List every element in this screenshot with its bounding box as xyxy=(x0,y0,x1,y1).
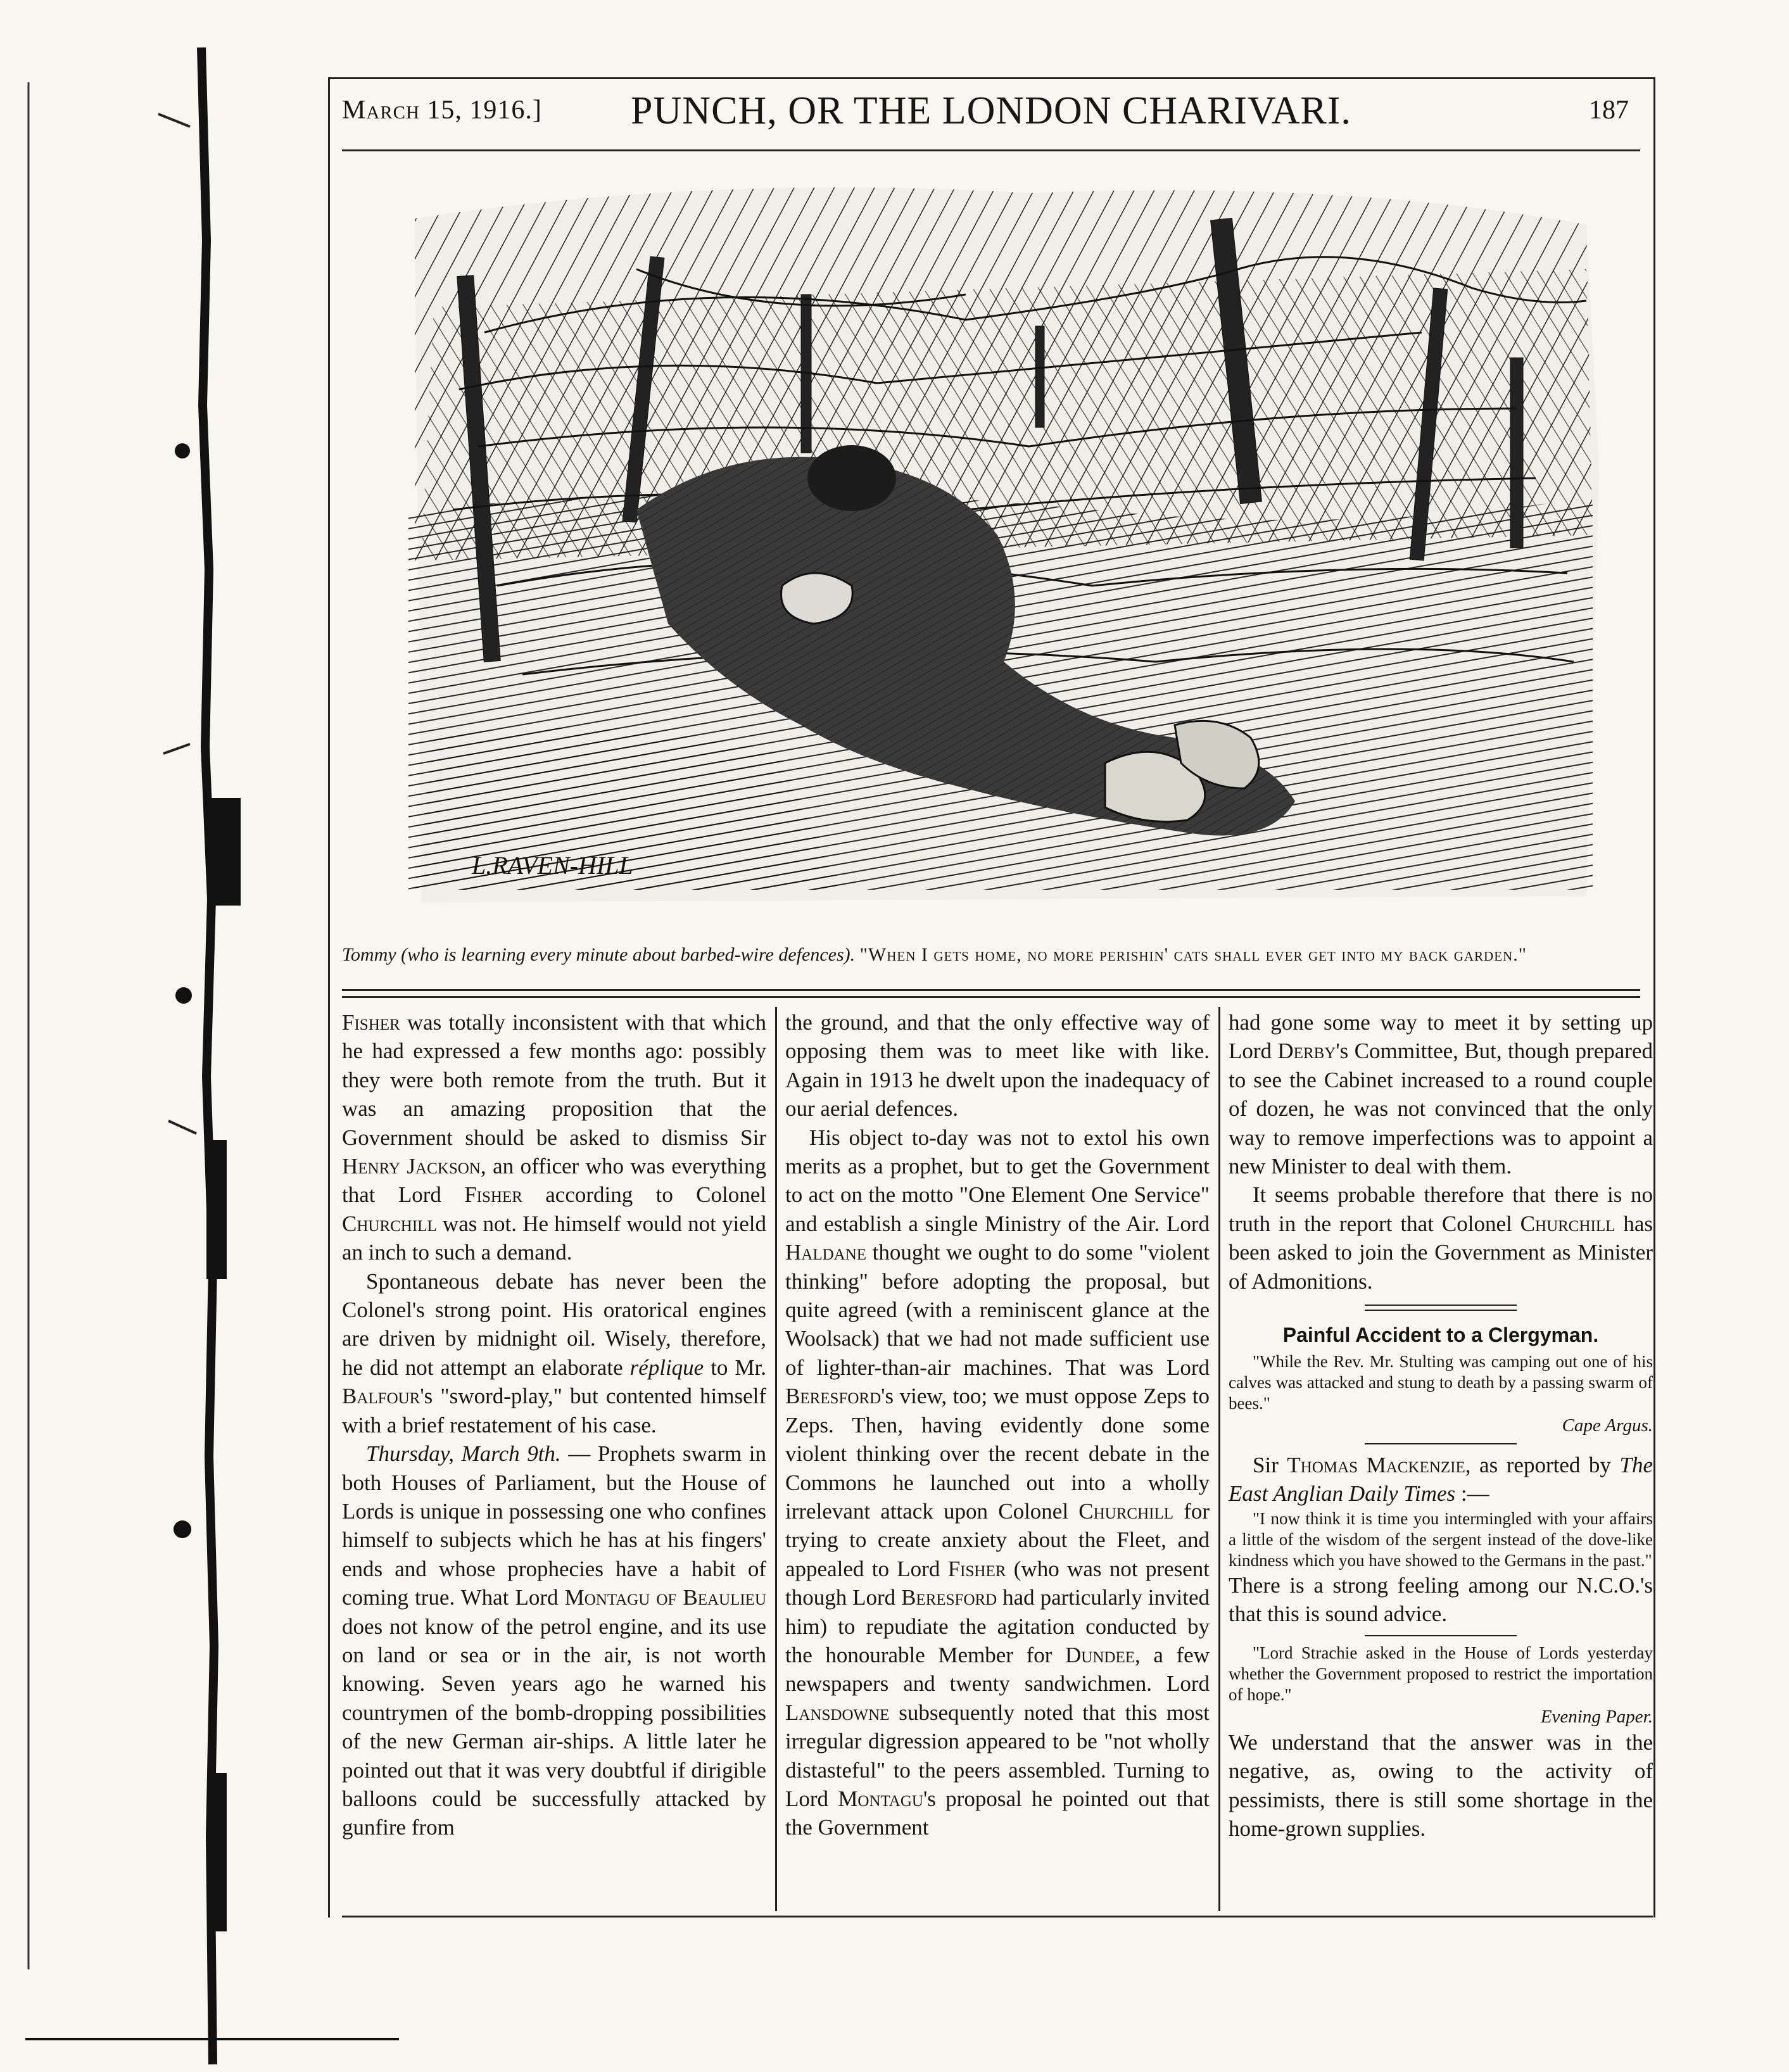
text-span: 's view, too; we must oppose Zeps to Zeps. Then, having evidently done some violent thinking over the recent debate in the Commons he launched out into a wholly irrelevant attack upon Colonel xyxy=(785,1384,1210,1524)
paragraph xyxy=(785,1123,1210,1842)
text-span: — Prophets swarm in both Houses of Parliament, but the House of Lords is unique in possessing one who confines himself to subjects which he has at his fingers' ends and whose prophecies have a habit of coming true. What Lord xyxy=(342,1441,766,1610)
page-number: 187 xyxy=(1589,96,1629,125)
masthead-title: PUNCH, OR THE LONDON CHARIVARI. xyxy=(631,89,1351,132)
page-header xyxy=(342,89,1640,147)
text-span: :— xyxy=(1455,1481,1489,1507)
section-rule xyxy=(342,989,1640,998)
name-dundee: Dundee xyxy=(1065,1642,1135,1667)
name-beresford: Beresford xyxy=(901,1585,997,1610)
item-divider xyxy=(1365,1304,1517,1311)
text-span: according to Colonel xyxy=(522,1182,766,1208)
name-mackenzie: Thomas Mackenzie xyxy=(1287,1453,1465,1478)
column-divider xyxy=(1218,1007,1220,1911)
text-span: , as reported by xyxy=(1465,1453,1620,1478)
text-span: was totally inconsistent with that which he had expressed a few months ago: possibly they were both remote from the truth. But it was an amazing proposition that the Government should be asked to dismiss Sir xyxy=(342,1010,766,1150)
cartoon-illustration xyxy=(396,180,1602,934)
text-span: , a few newspapers and twenty sandwichmen. Lord xyxy=(785,1642,1210,1696)
name-fisher: Fisher xyxy=(464,1182,522,1208)
item-divider xyxy=(1365,1443,1517,1444)
name-balfour: Balfour xyxy=(342,1384,420,1409)
date-heading: Thursday, March 9th. xyxy=(366,1441,561,1467)
paragraph: We understand that the answer was in the negative, as, owing to the activity of pessimists, there is still some shortage in the home-grown supplies. xyxy=(1229,1729,1653,1841)
item-heading: Painful Accident to a Clergyman. xyxy=(1282,1323,1599,1347)
caption-quote: "When I gets home, no more perishin' cats shall ever get into my back garden." xyxy=(859,944,1527,965)
name-lansdowne: Lansdowne xyxy=(785,1700,890,1725)
text-span: Sir xyxy=(1253,1453,1287,1478)
text-span: for trying to create anxiety about the Fleet, and appealed to Lord xyxy=(785,1498,1210,1581)
paragraph: the ground, and that the only effective way of opposing them was to meet like with like. Again in 1913 he dwelt upon the inadequacy of our aerial defences. xyxy=(785,1010,1210,1121)
italic-word: réplique xyxy=(629,1355,704,1380)
name-fisher: Fisher xyxy=(947,1556,1006,1581)
paragraph xyxy=(342,1267,766,1439)
text-span: thought we ought to do some "violent thinking" before adopting the proposal, but quite agreed (with a reminiscent glance at the Woolsack) that we had not made sufficient use of lighter-than-air machines. That was Lord xyxy=(785,1240,1210,1380)
text-span: has been asked to join the Government as Minister of Admonitions. xyxy=(1229,1211,1653,1294)
quoted-extract: "While the Rev. Mr. Stulting was camping out one of his calves was attacked and stung to death by a passing swarm of bees." xyxy=(1229,1352,1653,1413)
name-montagu: Montagu of Beaulieu xyxy=(564,1585,767,1610)
issue-date: March 15, 1916.] xyxy=(342,96,542,125)
name-churchill: Churchill xyxy=(342,1211,437,1236)
newspaper-name: The East Anglian Daily Times xyxy=(1229,1453,1653,1507)
text-span: It seems probable therefore that there is no truth in the report that Colonel xyxy=(1229,1182,1653,1236)
artist-signature: L.RAVEN-HILL xyxy=(472,851,633,880)
name-churchill: Churchill xyxy=(1520,1211,1615,1236)
text-span: His object to-day was not to extol his own merits as a prophet, but to get the Government to act on the motto "One Element One Service" and establish a single Ministry of the Air. Lord xyxy=(785,1125,1210,1236)
cartoon-caption xyxy=(342,942,1640,968)
text-column-3 xyxy=(1229,1008,1653,1911)
paragraph: There is a strong feeling among our N.C.O.'s that this is sound advice. xyxy=(1229,1572,1653,1627)
source-attribution: Evening Paper. xyxy=(1540,1706,1653,1727)
text-span: was not. He himself would not yield an inch to such a demand. xyxy=(342,1211,766,1265)
name-henry-jackson: Henry Jackson xyxy=(342,1154,481,1179)
paragraph xyxy=(342,1008,766,1267)
paragraph xyxy=(1229,1451,1653,1508)
paragraph xyxy=(1229,1008,1653,1180)
name-fisher: Fisher xyxy=(342,1010,400,1035)
text-span: , an officer who was everything that Lord xyxy=(342,1154,766,1208)
name-beresford: Beresford xyxy=(785,1384,882,1409)
text-span: to Mr. xyxy=(704,1355,766,1380)
text-column-1 xyxy=(342,1008,766,1911)
source-attribution: Cape Argus. xyxy=(1562,1415,1653,1436)
name-haldane: Haldane xyxy=(785,1240,867,1265)
page-bottom-rule xyxy=(342,1916,1653,1917)
text-span: Spontaneous debate has never been the Colonel's strong point. His oratorical engines are driven by midnight oil. Wisely, therefore, he did not attempt an elaborate xyxy=(342,1268,766,1380)
quoted-extract: "Lord Strachie asked in the House of Lords yesterday whether the Government proposed to restrict the importation of hope." xyxy=(1229,1643,1653,1704)
text-span: 's Committee, But, though prepared to see the Cabinet increased to a round couple of dozen, he was not convinced that the only way to remove imperfections was to appoint a new Minister to deal with them. xyxy=(1229,1039,1653,1179)
caption-speaker: Tommy (who is learning every minute about barbed-wire defences). xyxy=(342,944,856,965)
column-divider xyxy=(775,1007,777,1911)
text-span: had particularly invited him) to repudiate the agitation conducted by the honourable Member for xyxy=(785,1585,1210,1667)
name-churchill: Churchill xyxy=(1078,1498,1173,1524)
text-span: does not know of the petrol engine, and its use on land or sea or in the air, is not worth knowing. Seven years ago he warned his countrymen of the bomb-dropping possibilities of the new German air-ships. A little later he pointed out that it was very doubtful if dirigible balloons could be successfully attacked by gunfire from xyxy=(342,1614,766,1840)
text-column-2 xyxy=(785,1008,1210,1911)
paragraph xyxy=(342,1439,766,1842)
binding-edge xyxy=(0,0,266,2072)
text-span: 's "sword-play," but contented himself with a brief restatement of his case. xyxy=(342,1384,766,1437)
text-span: (who was not present though Lord xyxy=(785,1556,1210,1610)
name-montagu: Montagu xyxy=(838,1786,923,1811)
paragraph xyxy=(1229,1180,1653,1296)
scan-mark xyxy=(25,2038,399,2040)
name-derby: Derby xyxy=(1277,1039,1336,1064)
text-span: had gone some way to meet it by setting up Lord xyxy=(1229,1010,1653,1064)
quoted-extract: "I now think it is time you intermingled with your affairs a little of the wisdom of the sergent instead of the dove-like kindness which you have showed to the Germans in the past." xyxy=(1229,1508,1653,1570)
text-span: 's proposal he pointed out that the Government xyxy=(785,1786,1210,1840)
item-divider xyxy=(1365,1635,1517,1636)
text-span: subsequently noted that this most irregular digression appeared to be "not wholly distasteful" to the peers assembled. Turning to Lord xyxy=(785,1700,1210,1811)
header-rule xyxy=(342,149,1640,151)
